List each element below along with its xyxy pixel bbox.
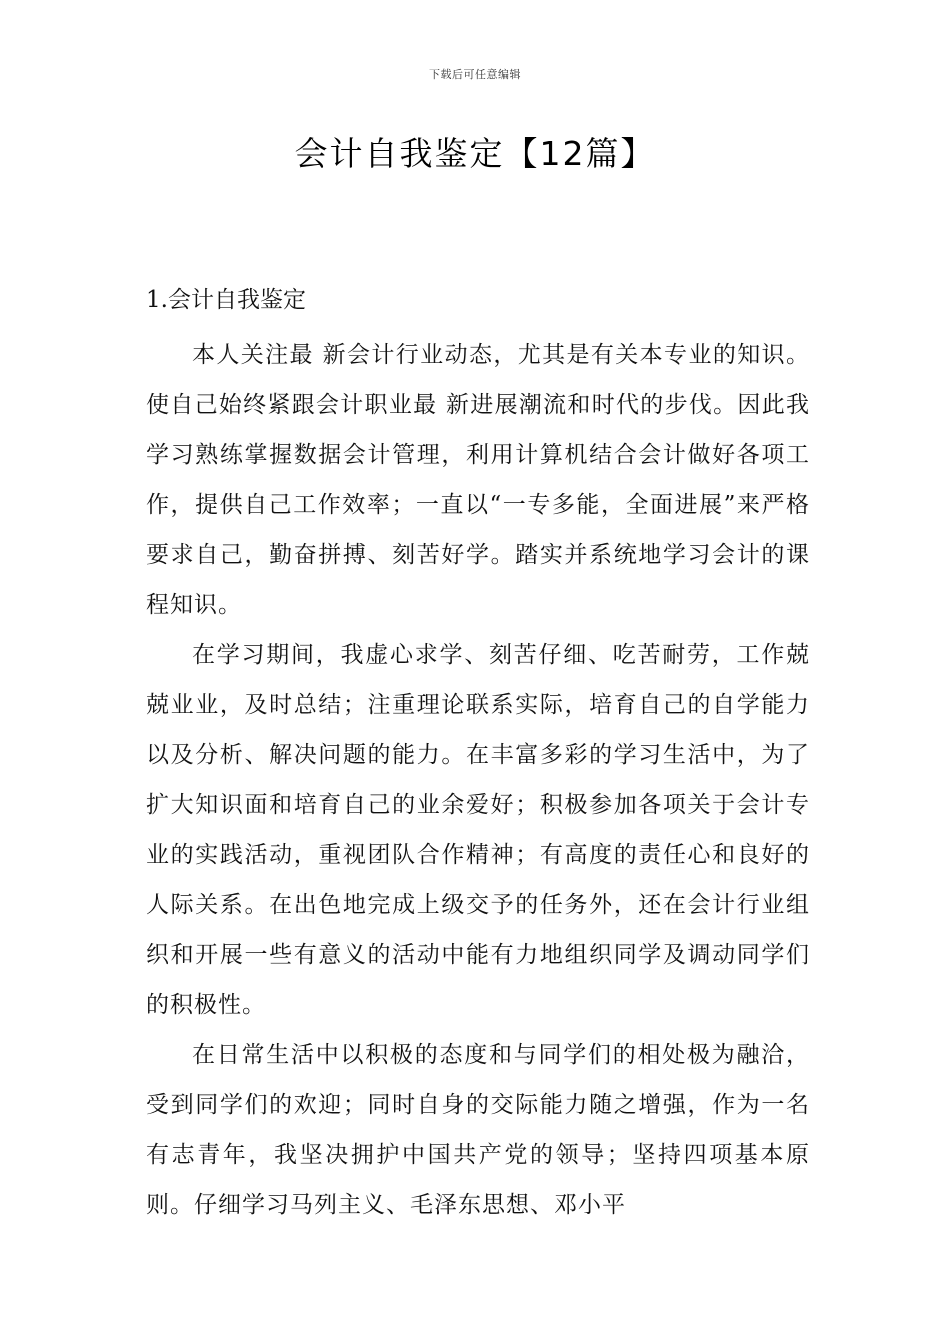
document-body bbox=[146, 280, 810, 1230]
section-heading: 1.会计自我鉴定 bbox=[146, 287, 306, 313]
header-note: 下载后可任意编辑 bbox=[429, 68, 521, 81]
document-title: 会计自我鉴定【12篇】 bbox=[294, 134, 656, 173]
paragraph: 在日常生活中以积极的态度和与同学们的相处极为融洽，受到同学们的欢迎；同时自身的交际能力随之增强，作为一名有志青年，我坚决拥护中国共产党的领导；坚持四项基本原则。仔细学习马列主义、毛泽东思想、邓小平 bbox=[146, 1042, 810, 1218]
paragraph: 本人关注最 新会计行业动态，尤其是有关本专业的知识。使自己始终紧跟会计职业最 新进展潮流和时代的步伐。因此我学习熟练掌握数据会计管理，利用计算机结合会计做好各项工作，提供自己工作效率；一直以“一专多能，全面进展”来严格要求自己，勤奋拼搏、刻苦好学。踏实并系统地学习会计的课程知识。 bbox=[146, 342, 810, 618]
paragraph: 在学习期间，我虚心求学、刻苦仔细、吃苦耐劳，工作兢兢业业，及时总结；注重理论联系实际，培育自己的自学能力以及分析、解决问题的能力。在丰富多彩的学习生活中，为了扩大知识面和培育自己的业余爱好；积极参加各项关于会计专业的实践活动，重视团队合作精神；有高度的责任心和良好的人际关系。在出色地完成上级交予的任务外，还在会计行业组织和开展一些有意义的活动中能有力地组织同学及调动同学们的积极性。 bbox=[146, 642, 810, 1018]
